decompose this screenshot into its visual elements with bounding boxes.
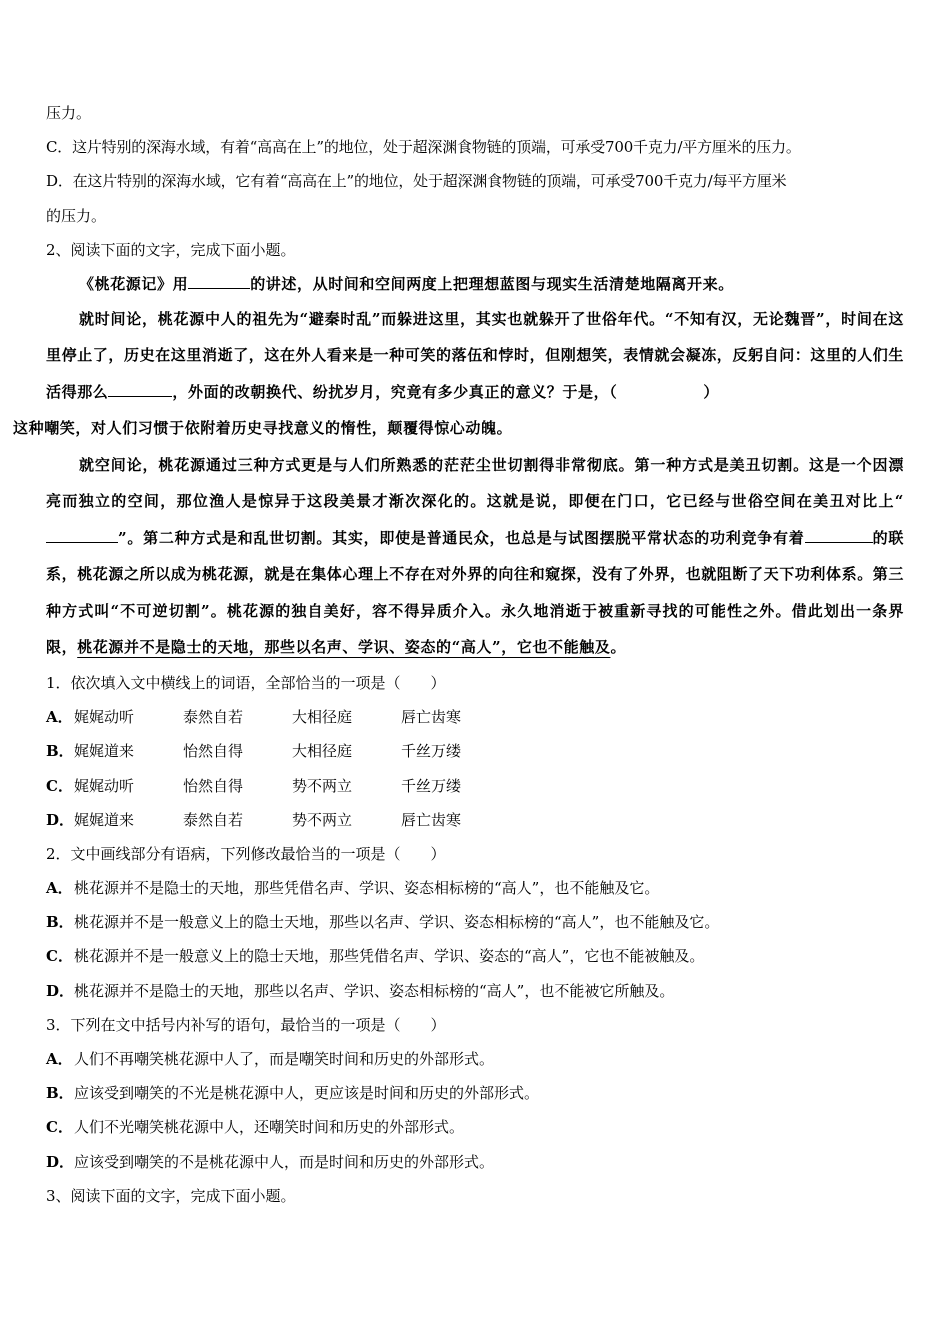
question-3-option-a bbox=[46, 1042, 904, 1076]
option-word: 势不两立 bbox=[292, 810, 353, 829]
question-2-stem bbox=[46, 837, 904, 871]
passage-text: ，外面的改朝换代、纷扰岁月，究竟有多少真正的意义？于是，（ bbox=[172, 382, 618, 401]
question-1-option-c bbox=[46, 769, 904, 803]
option-word: 娓娓动听 bbox=[74, 708, 135, 727]
question-stem: 3．下列在文中括号内补写的语句，最恰当的一项是（ ） bbox=[46, 1015, 446, 1034]
passage-text: 《桃花源记》用 bbox=[79, 274, 189, 293]
option-label: C． bbox=[46, 947, 73, 966]
option-word: 泰然自若 bbox=[183, 708, 244, 727]
fill-blank bbox=[108, 381, 172, 397]
option-word: 大相径庭 bbox=[292, 742, 353, 761]
passage-paragraph-1 bbox=[46, 267, 904, 301]
option-word: 娓娓道来 bbox=[74, 742, 135, 761]
text-line: 压力。 bbox=[46, 104, 92, 122]
question-2-option-b bbox=[46, 905, 904, 939]
option-label: B． bbox=[46, 742, 74, 761]
option-c: C．这片特别的深海水域，有着“高高在上”的地位，处于超深渊食物链的顶端，可承受700千克力/平方厘米的压力。 bbox=[46, 138, 801, 157]
question-stem: 2．文中画线部分有语病，下列修改最恰当的一项是（ ） bbox=[46, 844, 446, 863]
option-word: 千丝万缕 bbox=[401, 776, 462, 795]
option-text: 桃花源并不是一般意义上的隐士天地，那些以名声、学识、姿态相标榜的“高人”，也不能触及它。 bbox=[74, 913, 720, 932]
option-text: 应该受到嘲笑的不是桃花源中人，而是时间和历史的外部形式。 bbox=[74, 1152, 495, 1171]
option-word: 怡然自得 bbox=[183, 742, 244, 761]
passage-text: 的讲述，从时间和空间两度上把理想蓝图与现实生活清楚地隔离开来。 bbox=[250, 274, 734, 293]
fill-blank bbox=[188, 273, 250, 289]
section-heading: 3、阅读下面的文字，完成下面小题。 bbox=[46, 1186, 296, 1205]
option-text: 桃花源并不是一般意义上的隐士天地，那些凭借名声、学识、姿态的“高人”，它也不能被触及。 bbox=[74, 947, 705, 966]
question-2-option-d bbox=[46, 974, 904, 1008]
passage-paragraph-2 bbox=[13, 301, 905, 447]
option-label: D． bbox=[46, 810, 75, 829]
option-label: A． bbox=[46, 1050, 73, 1068]
option-label: A． bbox=[46, 708, 73, 727]
option-word: 娓娓道来 bbox=[74, 810, 135, 829]
option-word: 势不两立 bbox=[292, 776, 353, 795]
question-1-option-a bbox=[46, 700, 904, 734]
passage-paragraph-3 bbox=[46, 447, 904, 666]
option-label: D． bbox=[46, 1152, 75, 1171]
option-d-line1: D．在这片特别的深海水域，它有着“高高在上”的地位，处于超深渊食物链的顶端，可承受700千克力/每平方厘米 bbox=[46, 172, 787, 191]
question-1-stem bbox=[46, 666, 904, 700]
question-3-option-d bbox=[46, 1145, 904, 1179]
question-2-option-c bbox=[46, 939, 904, 973]
option-word: 泰然自若 bbox=[183, 810, 244, 829]
passage-text: 。 bbox=[610, 638, 627, 657]
question-stem: 1．依次填入文中横线上的词语，全部恰当的一项是（ ） bbox=[46, 673, 446, 692]
option-text: 人们不再嘲笑桃花源中人了，而是嘲笑时间和历史的外部形式。 bbox=[74, 1050, 495, 1068]
question-1-option-d bbox=[46, 803, 904, 837]
fill-blank bbox=[805, 527, 873, 543]
option-text: 人们不光嘲笑桃花源中人，还嘲笑时间和历史的外部形式。 bbox=[74, 1118, 465, 1137]
exam-page bbox=[13, 96, 905, 1213]
underlined-sentence: 桃花源并不是隐士的天地，那些以名声、学识、姿态的“高人”，它也不能触及 bbox=[77, 638, 611, 657]
passage-text: 就空间论，桃花源通过三种方式更是与人们所熟悉的茫茫尘世切割得非常彻底。第一种方式是美丑切割。这是一个因漂亮而独立的空间，那位渔人是惊异于这段美景才渐次深化的。这就是说，即便在门口，它已经与世俗空间在美丑对比上“ bbox=[46, 455, 904, 511]
option-word: 千丝万缕 bbox=[401, 742, 462, 761]
question-1-option-b bbox=[46, 734, 904, 768]
option-word: 怡然自得 bbox=[183, 776, 244, 795]
passage-text: 就时间论，桃花源中人的祖先为“避秦时乱”而躲进这里，其实也就躲开了世俗年代。“不知有汉，无论魏晋”，时间在这里停止了，历史在这里消逝了，这在外人看来是一种可笑的落伍和悖时，但刚想笑，表情就会凝冻，反躬自问：这里的人们生活得那么 bbox=[46, 309, 905, 401]
section-heading: 2、阅读下面的文字，完成下面小题。 bbox=[46, 240, 296, 259]
option-text: 应该受到嘲笑的不光是桃花源中人，更应该是时间和历史的外部形式。 bbox=[74, 1084, 540, 1103]
option-word: 大相径庭 bbox=[292, 708, 353, 727]
passage-text: ”。第二种方式是和乱世切割。其实，即使是普通民众，也总是与试图摆脱平常状态的功利竞争有着 bbox=[118, 528, 805, 547]
fill-blank bbox=[46, 527, 118, 543]
question-3-option-c bbox=[46, 1110, 904, 1144]
question-3-option-b bbox=[46, 1076, 904, 1110]
option-label: B． bbox=[46, 913, 74, 932]
option-word: 娓娓动听 bbox=[74, 776, 135, 795]
question-2-option-a bbox=[46, 871, 904, 905]
option-d-line2: 的压力。 bbox=[46, 206, 107, 225]
option-word: 唇亡齿寒 bbox=[401, 708, 462, 727]
option-label: D． bbox=[46, 981, 75, 1000]
option-text: 桃花源并不是隐士的天地，那些凭借名声、学识、姿态相标榜的“高人”，也不能触及它。 bbox=[74, 879, 660, 898]
option-label: C． bbox=[46, 776, 73, 795]
passage-text: ） bbox=[703, 382, 719, 401]
question-3-stem bbox=[46, 1008, 904, 1042]
option-label: A． bbox=[46, 879, 73, 898]
option-label: B． bbox=[46, 1084, 74, 1103]
passage-text: 这种嘲笑，对人们习惯于依附着历史寻找意义的惰性，颠覆得惊心动魄。 bbox=[13, 419, 513, 438]
option-label: C． bbox=[46, 1118, 73, 1137]
option-text: 桃花源并不是隐士的天地，那些以名声、学识、姿态相标榜的“高人”，也不能被它所触及。 bbox=[74, 981, 675, 1000]
option-word: 唇亡齿寒 bbox=[401, 810, 462, 829]
passage-text: 的联系，桃花源之所以成为桃花源，就是在集体心理上不存在对外界的向往和窥探，没有了外界，也就阻断了天下功利体系。第三种方式叫“不可逆切割”。桃花源的独自美好，容不得异质介入。永久地消逝于被重新寻找的可能性之外。借此划出一条界限， bbox=[46, 528, 905, 657]
